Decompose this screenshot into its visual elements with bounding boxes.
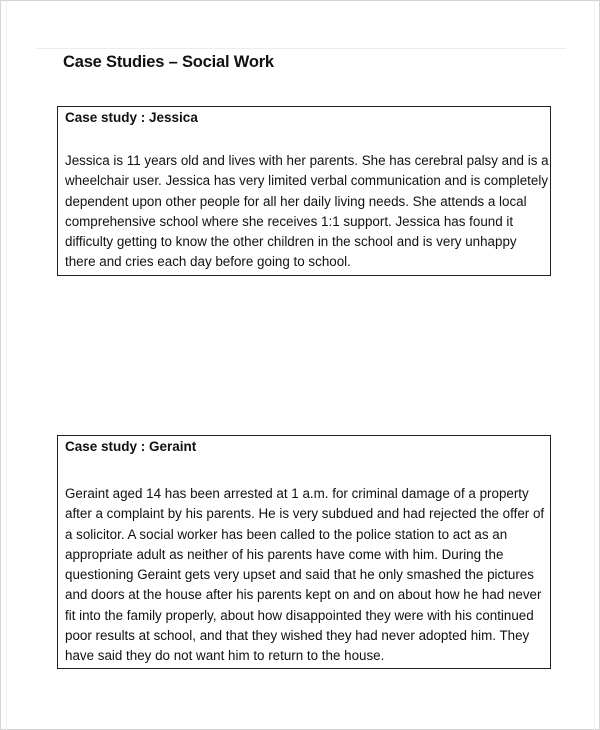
body-line: comprehensive school where she receives 1:1 support. Jessica has found it [65, 213, 514, 229]
body-line: there and cries each day before going to school. [65, 254, 351, 270]
document-title: Case Studies – Social Work [63, 53, 274, 71]
page-margin-line-left [6, 1, 7, 730]
body-line: a solicitor. A social worker has been called to the police station to act as an [65, 526, 508, 542]
body-line: questioning Geraint gets very upset and said that he only smashed the pictures [65, 567, 534, 583]
body-line: after a complaint by his parents. He is very subdued and had rejected the offer of [65, 506, 545, 522]
case-study-body [65, 151, 549, 273]
body-line: wheelchair user. Jessica has very limited verbal communication and is completely [65, 173, 549, 189]
page-margin-line-right [594, 1, 595, 730]
case-study-heading: Case study : Geraint [65, 439, 197, 454]
case-study-body [65, 484, 549, 667]
case-study-box-jessica [57, 106, 551, 276]
case-study-heading: Case study : Jessica [65, 110, 198, 125]
body-line: and doors at the house after his parents kept on and on about how he had never [65, 587, 542, 603]
body-line: difficulty getting to know the other children in the school and is very unhappy [65, 234, 517, 250]
header-divider [36, 48, 566, 49]
body-line: poor results at school, and that they wished they had never adopted him. They [65, 628, 530, 644]
body-line: appropriate adult as neither of his parents have come with him. During the [65, 546, 504, 562]
body-line: Geraint aged 14 has been arrested at 1 a.m. for criminal damage of a property [65, 486, 529, 501]
body-line: Jessica is 11 years old and lives with her parents. She has cerebral palsy and is a [65, 153, 549, 168]
body-line: dependent upon other people for all her daily living needs. She attends a local [65, 193, 527, 209]
body-line: fit into the family properly, about how disappointed they were with his continued [65, 607, 534, 623]
case-study-box-geraint [57, 435, 551, 669]
body-line: have said they do not want him to return to the house. [65, 648, 385, 664]
